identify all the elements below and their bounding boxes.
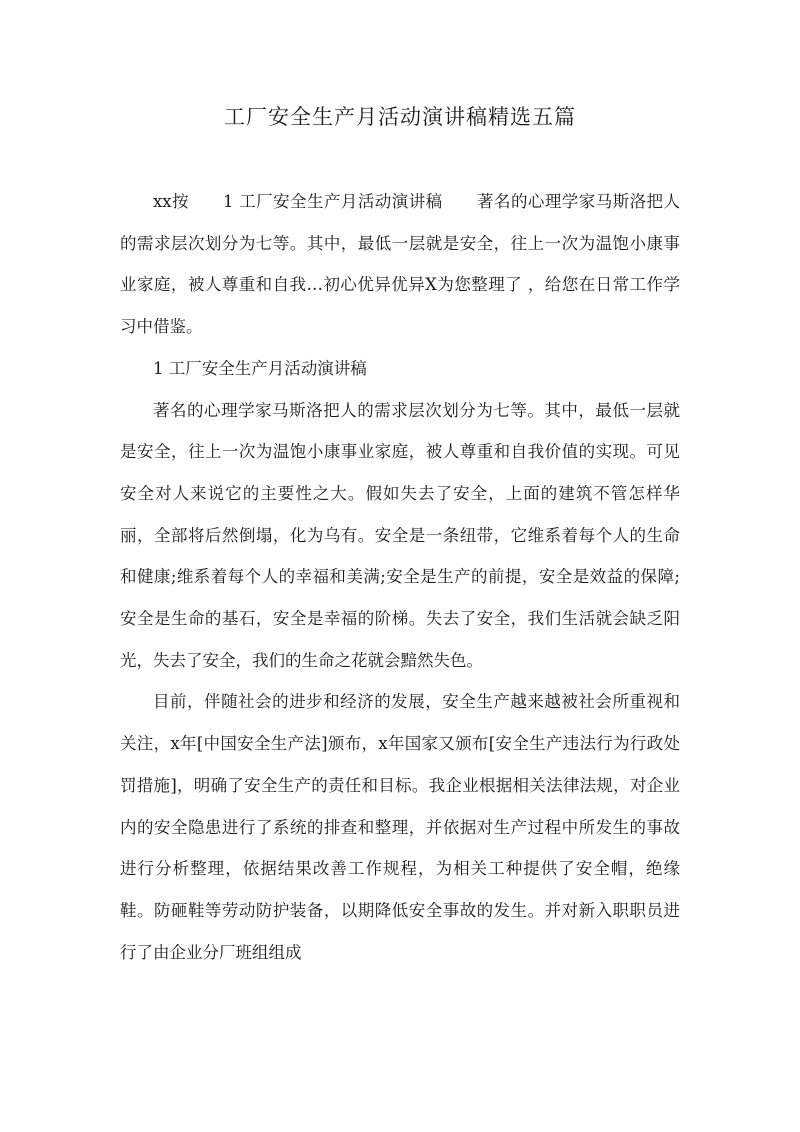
intro-prefix: xx按	[153, 192, 190, 211]
document-title: 工厂安全生产月活动演讲稿精选五篇	[224, 105, 576, 129]
section-heading: 1 工厂安全生产月活动演讲稿	[153, 358, 367, 378]
document-body	[120, 181, 680, 973]
body-paragraph-1: 著名的心理学家马斯洛把人的需求层次划分为七等。其中，最低一层就是安全，往上一次为温饱小康事业家庭，被人尊重和自我价值的实现。可见安全对人来说它的主要性之大。假如失去了安全，上面的建筑不管怎样华丽，全部将后然倒塌，化为乌有。安全是一条纽带，它维系着每个人的生命和健康;维系着每个人的幸福和美满;安全是生产的前提，安全是效益的保障;安全是生命的基石，安全是幸福的阶梯。失去了安全，我们生活就会缺乏阳光，失去了安全，我们的生命之花就会黯然失色。	[120, 400, 680, 670]
intro-heading-ref: 1 工厂安全生产月活动演讲稿	[223, 192, 443, 211]
body-paragraph-2: 目前，伴随社会的进步和经济的发展，安全生产越来越被社会所重视和关注，x年[中国安全生产法]颁布，x年国家又颁布[安全生产违法行为行政处罚措施]，明确了安全生产的责任和目标。我企业根据相关法律法规，对企业内的安全隐患进行了系统的排查和整理，并依据对生产过程中所发生的事故进行分析整理，依据结果改善工作规程，为相关工种提供了安全帽，绝缘鞋。防砸鞋等劳动防护装备，以期降低安全事故的发生。并对新入职职员进行了由企业分厂班组组成	[120, 692, 680, 962]
intro-text: 著名的心理学家马斯洛把人的需求层次划分为七等。其中，最低一层就是安全，往上一次为温饱小康事业家庭，被人尊重和自我…初心优异优异X为您整理了 ，给您在日常工作学习中借鉴。	[120, 192, 680, 337]
intro-paragraph	[120, 181, 680, 348]
